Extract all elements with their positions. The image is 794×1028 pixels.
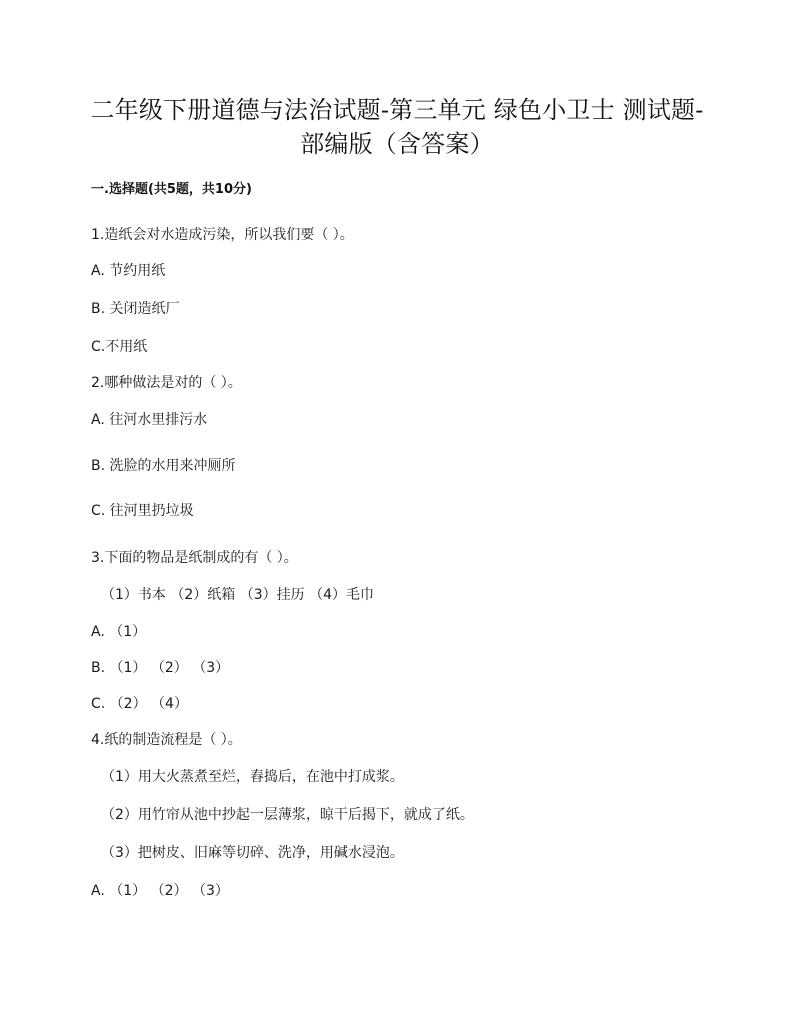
document-title-line-2: 部编版（含答案）	[300, 130, 494, 158]
question-1-option-c: C.不用纸	[91, 339, 148, 355]
section-heading: 一.选择题(共5题，共10分)	[91, 182, 252, 197]
question-1-option-a: A. 节约用纸	[91, 263, 166, 279]
question-3-stem: 3.下面的物品是纸制成的有（ ）。	[91, 550, 298, 566]
question-2-stem: 2.哪种做法是对的（ ）。	[91, 375, 242, 391]
question-3-option-b: B. （1） （2） （3）	[91, 660, 230, 676]
question-4-step-3: （3）把树皮、旧麻等切碎、洗净，用碱水浸泡。	[101, 845, 404, 861]
question-4-step-2: （2）用竹帘从池中抄起一层薄浆，晾干后揭下，就成了纸。	[101, 807, 474, 823]
question-4-stem: 4.纸的制造流程是（ ）。	[91, 732, 242, 748]
question-3-items: （1）书本 （2）纸箱 （3）挂历 （4）毛巾	[101, 587, 374, 603]
question-3-option-a: A. （1）	[91, 624, 147, 640]
question-2-option-a: A. 往河水里排污水	[91, 412, 208, 428]
question-1-stem: 1.造纸会对水造成污染，所以我们要（ ）。	[91, 227, 354, 243]
question-4-step-1: （1）用大火蒸煮至烂，舂捣后，在池中打成浆。	[101, 769, 404, 785]
question-2-option-b: B. 洗脸的水用来冲厕所	[91, 458, 236, 474]
question-3-option-c: C. （2） （4）	[91, 696, 188, 712]
document-title-line-1: 二年级下册道德与法治试题-第三单元 绿色小卫士 测试题-	[90, 96, 704, 124]
question-2-option-c: C. 往河里扔垃圾	[91, 503, 194, 519]
question-1-option-b: B. 关闭造纸厂	[91, 301, 180, 317]
question-4-option-a: A. （1） （2） （3）	[91, 883, 229, 899]
